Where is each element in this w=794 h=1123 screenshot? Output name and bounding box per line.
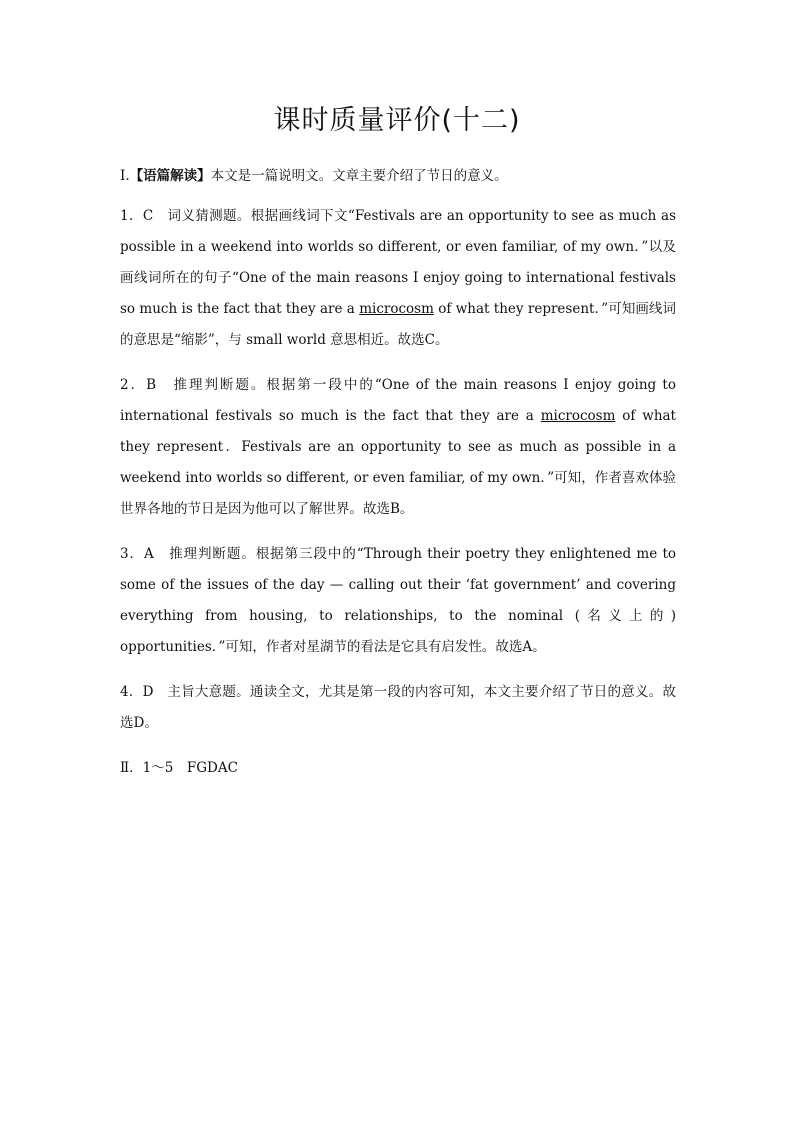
answer-1-text-a: 1．C 词义猜测题。根据画线词下文“Festivals are an opportunity to see as much as possible in a weekend into worlds so different, or even familiar, of my own．”以及画线词所在的句子“One of the main reasons I enjoy going to international festivals so much is the fact that they are a xyxy=(120,208,676,317)
answer-1-underlined-word: microcosm xyxy=(359,301,434,317)
answer-2 xyxy=(120,370,676,525)
answer-2-text-a: 2．B 推理判断题。根据第一段中的“One of the main reasons I enjoy going to international festivals so much is the fact that they are a xyxy=(120,377,676,424)
answer-4: 4．D 主旨大意题。通读全文，尤其是第一段的内容可知，本文主要介绍了节日的意义。故选D。 xyxy=(120,684,676,731)
answer-content xyxy=(120,165,676,798)
section-1-number: Ⅰ. xyxy=(120,168,130,184)
section-1-heading: 【语篇解读】 xyxy=(129,168,211,184)
answer-1-text-b: of what they represent．”可知画线词的意思是“缩影”，与 small world 意思相近。故选C。 xyxy=(120,301,676,348)
section-1-text: 本文是一篇说明文。文章主要介绍了节日的意义。 xyxy=(210,168,508,184)
answer-2-underlined-word: microcosm xyxy=(540,408,616,424)
page-title: 课时质量评价(十二) xyxy=(273,105,521,136)
section-2-answers: Ⅱ．1～5 FGDAC xyxy=(120,760,238,776)
answer-2-text-b: of what they represent．Festivals are an opportunity to see as much as possible in a weekend into worlds so different, or even familiar, of my own．”可知，作者喜欢体验世界各地的节日是因为他可以了解世界。故选B。 xyxy=(120,408,676,517)
answer-1 xyxy=(120,201,676,356)
section-1-summary xyxy=(120,165,676,187)
answer-3: 3．A 推理判断题。根据第三段中的“Through their poetry they enlightened me to some of the issues of the day — calling out their ‘fat government’ and covering everything from housing, to relationships, to the nominal (名义上的) opportunities．”可知，作者对星湖节的看法是它具有启发性。故选A。 xyxy=(120,546,676,655)
